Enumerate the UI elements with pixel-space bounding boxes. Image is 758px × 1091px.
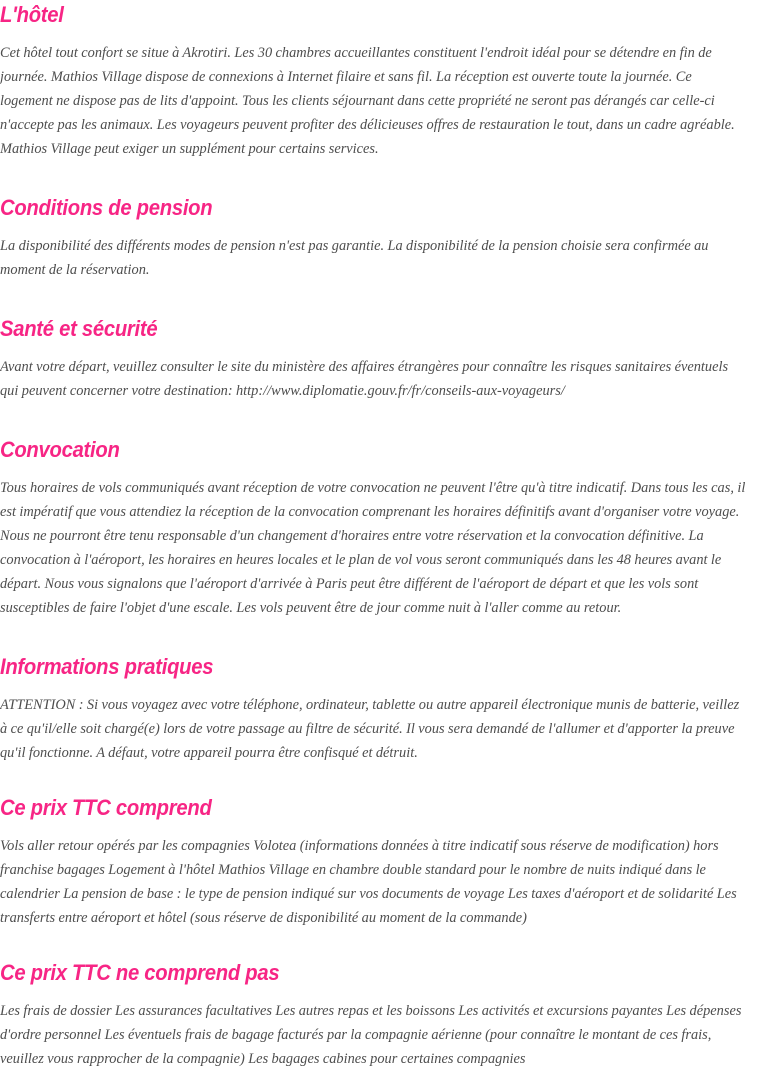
- section-title-convocation: Convocation: [0, 437, 120, 462]
- section-body-hotel: Cet hôtel tout confort se situe à Akrotiri. Les 30 chambres accueillantes constituent l'endroit idéal pour se détendre en fin de journée. Mathios Village dispose de connexions à Internet filaire et sans fil. La réception est ouverte toute la journée. Ce logement ne dispose pas de lits d'appoint. Tous les clients séjournant dans cette propriété ne seront pas dérangés car celle-ci n'accepte pas les animaux. Les voyageurs peuvent profiter des délicieuses offres de restauration le tout, dans un cadre agréable. Mathios Village peut exiger un supplément pour certains services.: [0, 45, 735, 157]
- travel-info-document: [0, 2, 758, 1071]
- section-title-informations-pratiques: Informations pratiques: [0, 654, 214, 679]
- section-conditions-de-pension: [0, 195, 758, 282]
- section-divider: [0, 161, 758, 195]
- section-divider: [0, 620, 758, 654]
- section-divider: [0, 930, 758, 960]
- section-body-conditions-de-pension: La disponibilité des différents modes de pension n'est pas garantie. La disponibilité de la pension choisie sera confirmée au moment de la réservation.: [0, 238, 709, 278]
- section-informations-pratiques: [0, 654, 758, 765]
- section-convocation: [0, 437, 758, 620]
- section-body-sante-et-securite: Avant votre départ, veuillez consulter le site du ministère des affaires étrangères pour connaître les risques sanitaires éventuels qui peuvent concerner votre destination: http://www.diplomatie.gouv.fr/fr/conseils-aux-voyageurs/: [0, 359, 729, 399]
- section-title-hotel: L'hôtel: [0, 2, 64, 27]
- section-divider: [0, 765, 758, 795]
- section-body-ce-prix-ttc-ne-comprend-pas: Les frais de dossier Les assurances facultatives Les autres repas et les boissons Les activités et excursions payantes Les dépenses d'ordre personnel Les éventuels frais de bagage facturés par la compagnie aérienne (pour connaître le montant de ces frais, veuillez vous rapprocher de la compagnie) Les bagages cabines pour certaines compagnies: [0, 1003, 742, 1067]
- section-body-informations-pratiques: ATTENTION : Si vous voyagez avec votre téléphone, ordinateur, tablette ou autre appareil électronique munis de batterie, veillez à ce qu'il/elle soit chargé(e) lors de votre passage au filtre de sécurité. Il vous sera demandé de l'allumer et d'apporter la preuve qu'il fonctionne. A défaut, votre appareil pourra être confisqué et détruit.: [0, 697, 740, 761]
- section-ce-prix-ttc-ne-comprend-pas: [0, 960, 758, 1071]
- section-body-ce-prix-ttc-comprend: Vols aller retour opérés par les compagnies Volotea (informations données à titre indicatif sous réserve de modification) hors franchise bagages Logement à l'hôtel Mathios Village en chambre double standard pour le nombre de nuits indiqué dans le calendrier La pension de base : le type de pension indiqué sur vos documents de voyage Les taxes d'aéroport et de solidarité Les transferts entre aéroport et hôtel (sous réserve de disponibilité au moment de la commande): [0, 838, 737, 926]
- section-body-convocation: Tous horaires de vols communiqués avant réception de votre convocation ne peuvent l'être qu'à titre indicatif. Dans tous les cas, il est impératif que vous attendiez la réception de la convocation comprenant les horaires définitifs avant d'organiser votre voyage. Nous ne pourront être tenu responsable d'un changement d'horaires entre votre réservation et la convocation définitive. La convocation à l'aéroport, les horaires en heures locales et le plan de vol vous seront communiqués dans les 48 heures avant le départ. Nous vous signalons que l'aéroport d'arrivée à Paris peut être différent de l'aéroport de départ et que les vols sont susceptibles de faire l'objet d'une escale. Les vols peuvent être de jour comme nuit à l'aller comme au retour.: [0, 480, 746, 616]
- section-hotel: [0, 2, 758, 161]
- section-title-ce-prix-ttc-comprend: Ce prix TTC comprend: [0, 795, 212, 820]
- section-sante-et-securite: [0, 316, 758, 403]
- section-divider: [0, 403, 758, 437]
- section-title-conditions-de-pension: Conditions de pension: [0, 195, 213, 220]
- section-divider: [0, 282, 758, 316]
- section-title-ce-prix-ttc-ne-comprend-pas: Ce prix TTC ne comprend pas: [0, 960, 280, 985]
- section-title-sante-et-securite: Santé et sécurité: [0, 316, 158, 341]
- section-ce-prix-ttc-comprend: [0, 795, 758, 930]
